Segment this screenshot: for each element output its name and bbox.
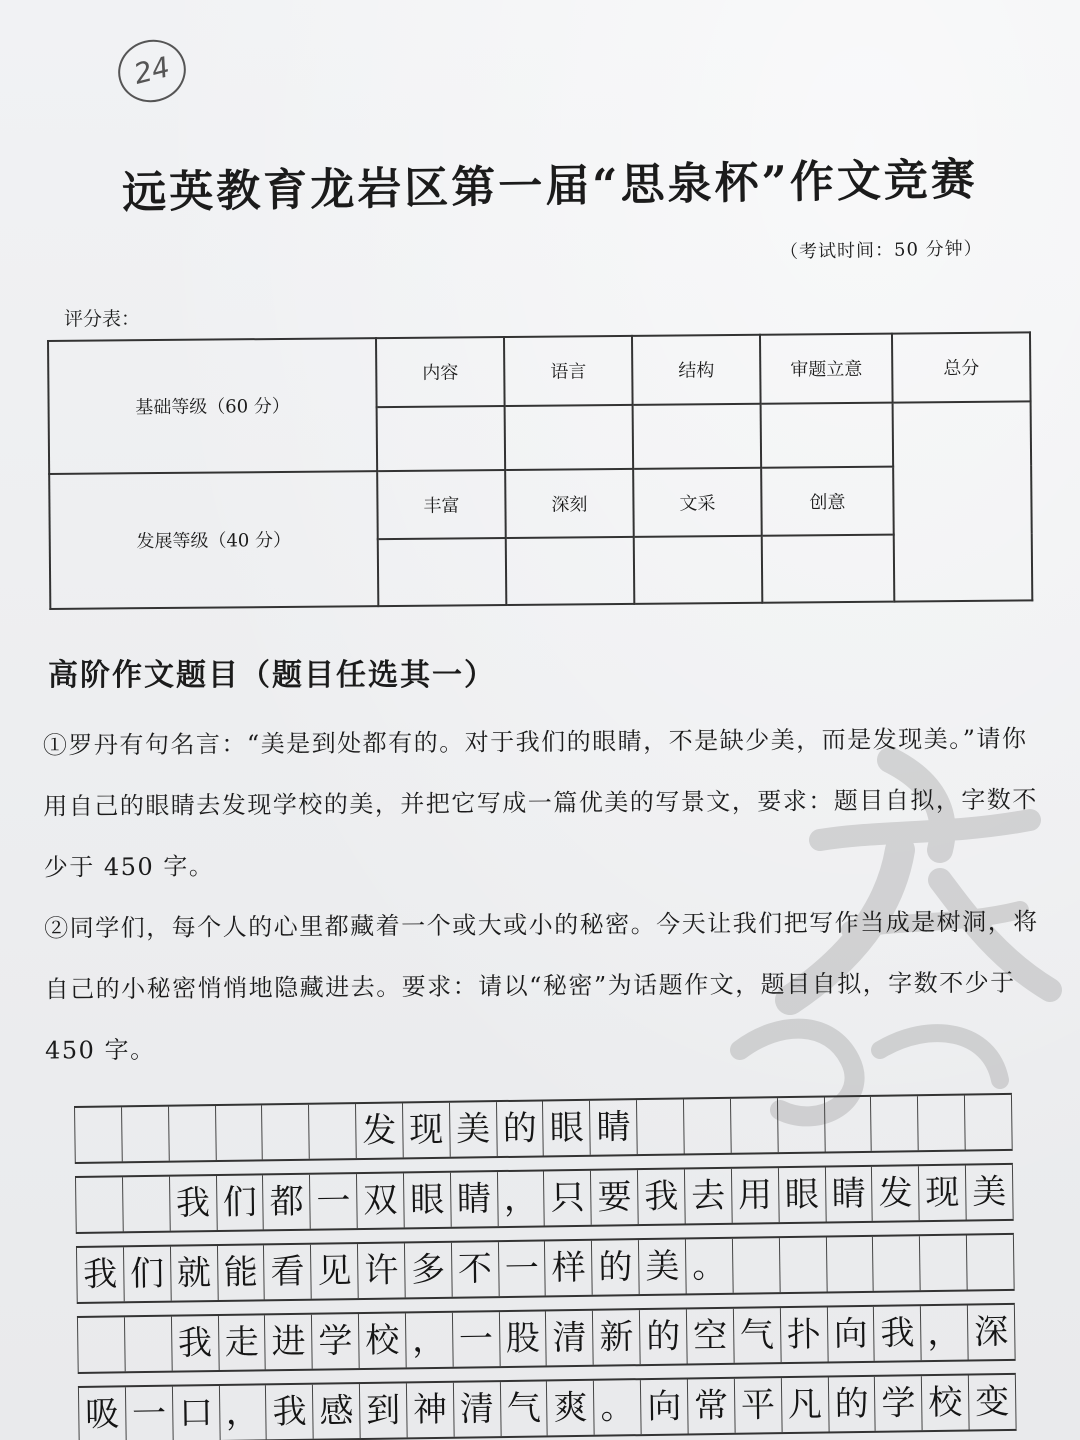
essay-grid-cell: 发 [355, 1103, 403, 1158]
essay-grid-cell [168, 1106, 216, 1161]
essay-grid-row [74, 1093, 1013, 1164]
essay-grid-paper [74, 1093, 1017, 1436]
essay-grid-cell: 向 [826, 1307, 874, 1362]
essay-grid-cell: 。 [685, 1239, 733, 1294]
essay-grid-cell: 向 [640, 1379, 688, 1434]
essay-grid-cell: 美 [965, 1165, 1014, 1220]
section-title: 高阶作文题目（题目任选其一） [48, 658, 496, 693]
essay-grid-cell: 学 [311, 1314, 359, 1369]
essay-grid-cell: 现 [918, 1166, 966, 1221]
essay-grid-cell: 不 [451, 1242, 499, 1297]
essay-grid-cell: 眼 [542, 1101, 590, 1156]
essay-grid-cell [308, 1104, 356, 1159]
essay-grid-cell: 变 [968, 1375, 1017, 1430]
essay-grid-cell [261, 1105, 309, 1160]
essay-grid-cell [870, 1096, 918, 1151]
essay-grid-cell [825, 1237, 873, 1292]
essay-grid-cell: 我 [171, 1316, 219, 1371]
criterion-theme: 审题立意 [760, 334, 893, 404]
essay-grid-cell [777, 1098, 825, 1153]
criterion-richness: 丰富 [377, 470, 506, 540]
total-score-label: 总分 [892, 332, 1031, 402]
essay-grid-cell: 清 [453, 1382, 501, 1437]
criterion-literary-grace: 文采 [633, 468, 762, 538]
essay-grid-cell: 能 [217, 1245, 265, 1300]
essay-grid-cell: 看 [263, 1245, 311, 1300]
essay-grid-cell: 平 [734, 1378, 782, 1433]
development-level-label: 发展等级（40 分） [49, 471, 378, 609]
essay-grid-cell [823, 1097, 871, 1152]
essay-grid-cell: 爽 [546, 1381, 594, 1436]
page-number-mark: 24 [112, 33, 193, 110]
essay-grid-cell: 睛 [589, 1100, 637, 1155]
essay-grid-cell: 走 [217, 1315, 265, 1370]
essay-grid-cell: 我 [265, 1385, 313, 1440]
essay-grid-cell: 许 [357, 1243, 405, 1298]
essay-grid-cell: 进 [264, 1315, 312, 1370]
essay-grid-cell: 我 [76, 1247, 124, 1302]
essay-grid-cell: 一 [452, 1312, 500, 1367]
essay-grid-cell: 们 [123, 1247, 171, 1302]
essay-grid-cell: 我 [169, 1176, 217, 1231]
essay-grid-cell: 一 [309, 1174, 357, 1229]
essay-grid-cell: ， [405, 1313, 453, 1368]
criterion-content: 内容 [376, 337, 505, 407]
essay-grid-cell [683, 1099, 731, 1154]
essay-grid-cell: 要 [590, 1170, 638, 1225]
essay-grid-cell: 只 [543, 1171, 591, 1226]
essay-grid-cell: 神 [406, 1383, 454, 1438]
essay-grid-cell: 发 [871, 1166, 919, 1221]
essay-grid-cell: 睛 [824, 1167, 872, 1222]
essay-grid-cell: 眼 [403, 1173, 451, 1228]
criterion-structure: 结构 [632, 335, 761, 405]
essay-grid-cell [966, 1235, 1015, 1290]
essay-grid-cell: 学 [874, 1376, 922, 1431]
essay-grid-cell: 校 [921, 1376, 969, 1431]
score-table-wrapper [47, 331, 1031, 610]
score-cell-literary-grace[interactable] [634, 536, 763, 604]
essay-grid-cell [872, 1236, 920, 1291]
essay-grid-cell [121, 1107, 169, 1162]
essay-grid-cell [730, 1098, 778, 1153]
score-cell-creativity[interactable] [762, 535, 895, 603]
essay-grid-cell: 样 [544, 1241, 592, 1296]
exam-time: （考试时间：50 分钟） [779, 238, 983, 263]
essay-grid-cell: 美 [449, 1102, 497, 1157]
score-cell-content[interactable] [377, 406, 506, 472]
essay-grid-cell: 一 [498, 1241, 546, 1296]
essay-grid-cell: 扑 [780, 1308, 828, 1363]
total-score-cell[interactable] [893, 401, 1033, 602]
essay-grid-cell: 空 [686, 1309, 734, 1364]
essay-grid-cell: 的 [591, 1240, 639, 1295]
score-cell-richness[interactable] [378, 538, 507, 606]
score-table-label: 评分表： [64, 308, 141, 330]
essay-grid-cell [779, 1238, 827, 1293]
essay-grid-cell: 用 [731, 1168, 779, 1223]
essay-grid-cell: 现 [402, 1103, 450, 1158]
essay-grid-cell: 吸 [78, 1387, 126, 1440]
essay-grid-cell [124, 1317, 172, 1372]
essay-grid-cell: 一 [125, 1387, 173, 1440]
basic-level-label: 基础等级（60 分） [48, 338, 377, 474]
essay-grid-cell: 美 [638, 1239, 686, 1294]
essay-grid-cell: 到 [359, 1383, 407, 1438]
essay-grid-cell [732, 1238, 780, 1293]
essay-grid-cell: 。 [593, 1380, 641, 1435]
essay-grid-cell: 都 [262, 1175, 310, 1230]
essay-grid-cell: 就 [170, 1246, 218, 1301]
essay-grid-cell: 去 [684, 1169, 732, 1224]
essay-grid-cell: 气 [499, 1381, 547, 1436]
essay-grid-cell: 眼 [778, 1168, 826, 1223]
essay-grid-cell: 双 [356, 1173, 404, 1228]
essay-grid-cell: 我 [873, 1306, 921, 1361]
essay-grid-cell [636, 1099, 684, 1154]
essay-grid-cell: 的 [639, 1309, 687, 1364]
essay-grid-cell [75, 1177, 123, 1232]
score-table [47, 331, 1033, 610]
essay-grid-cell: 新 [592, 1310, 640, 1365]
essay-grid-cell: 校 [358, 1313, 406, 1368]
essay-grid-cell: ， [920, 1306, 968, 1361]
essay-grid-cell: 见 [310, 1244, 358, 1299]
essay-grid-cell [74, 1107, 122, 1162]
score-cell-theme[interactable] [761, 402, 894, 468]
essay-grid-cell [215, 1105, 263, 1160]
prompt-2: ②同学们，每个人的心里都藏着一个或大或小的秘密。今天让我们把写作当成是树洞，将自己的小秘密悄悄地隐藏进去。要求：请以“秘密”为话题作文，题目自拟，字数不少于 450 字。 [44, 907, 1039, 1065]
criterion-depth: 深刻 [505, 469, 634, 539]
essay-grid-cell: 口 [172, 1386, 220, 1440]
score-cell-depth[interactable] [506, 537, 635, 605]
prompt-1: ①罗丹有句名言：“美是到处都有的。对于我们的眼睛，不是缺少美，而是发现美。”请你用自己的眼睛去发现学校的美，并把它写成一篇优美的写景文，要求：题目自拟，字数不少于 450 字。 [42, 724, 1038, 882]
essay-grid-cell [964, 1095, 1013, 1150]
essay-grid-cell: 们 [216, 1175, 264, 1230]
essay-grid-row [77, 1303, 1016, 1374]
essay-grid-cell: 睛 [450, 1172, 498, 1227]
score-cell-language[interactable] [505, 404, 634, 470]
essay-grid-cell: 凡 [781, 1378, 829, 1433]
essay-grid-cell: ， [218, 1385, 266, 1440]
essay-grid-cell: 常 [687, 1379, 735, 1434]
essay-grid-row [78, 1373, 1017, 1440]
essay-grid-cell: 清 [545, 1311, 593, 1366]
essay-grid-cell: ， [497, 1171, 545, 1226]
essay-grid-cell: 多 [404, 1243, 452, 1298]
essay-grid-cell: 的 [496, 1101, 544, 1156]
essay-grid-cell: 我 [637, 1169, 685, 1224]
page-title: 远英教育龙岩区第一届“思泉杯”作文竞赛 [121, 154, 979, 219]
essay-grid-cell [917, 1096, 965, 1151]
essay-grid-cell [77, 1317, 125, 1372]
criterion-language: 语言 [504, 336, 633, 406]
essay-grid-cell: 深 [967, 1305, 1016, 1360]
criterion-creativity: 创意 [761, 467, 894, 537]
essay-prompts [43, 709, 1046, 1082]
essay-grid-cell: 的 [827, 1377, 875, 1432]
essay-grid-row [75, 1163, 1014, 1234]
essay-grid-cell [122, 1177, 170, 1232]
essay-grid-cell [919, 1236, 967, 1291]
essay-grid-cell: 感 [312, 1384, 360, 1439]
essay-grid-row [76, 1233, 1015, 1304]
essay-grid-cell: 股 [499, 1311, 547, 1366]
essay-grid-cell: 气 [733, 1308, 781, 1363]
score-cell-structure[interactable] [633, 403, 762, 469]
